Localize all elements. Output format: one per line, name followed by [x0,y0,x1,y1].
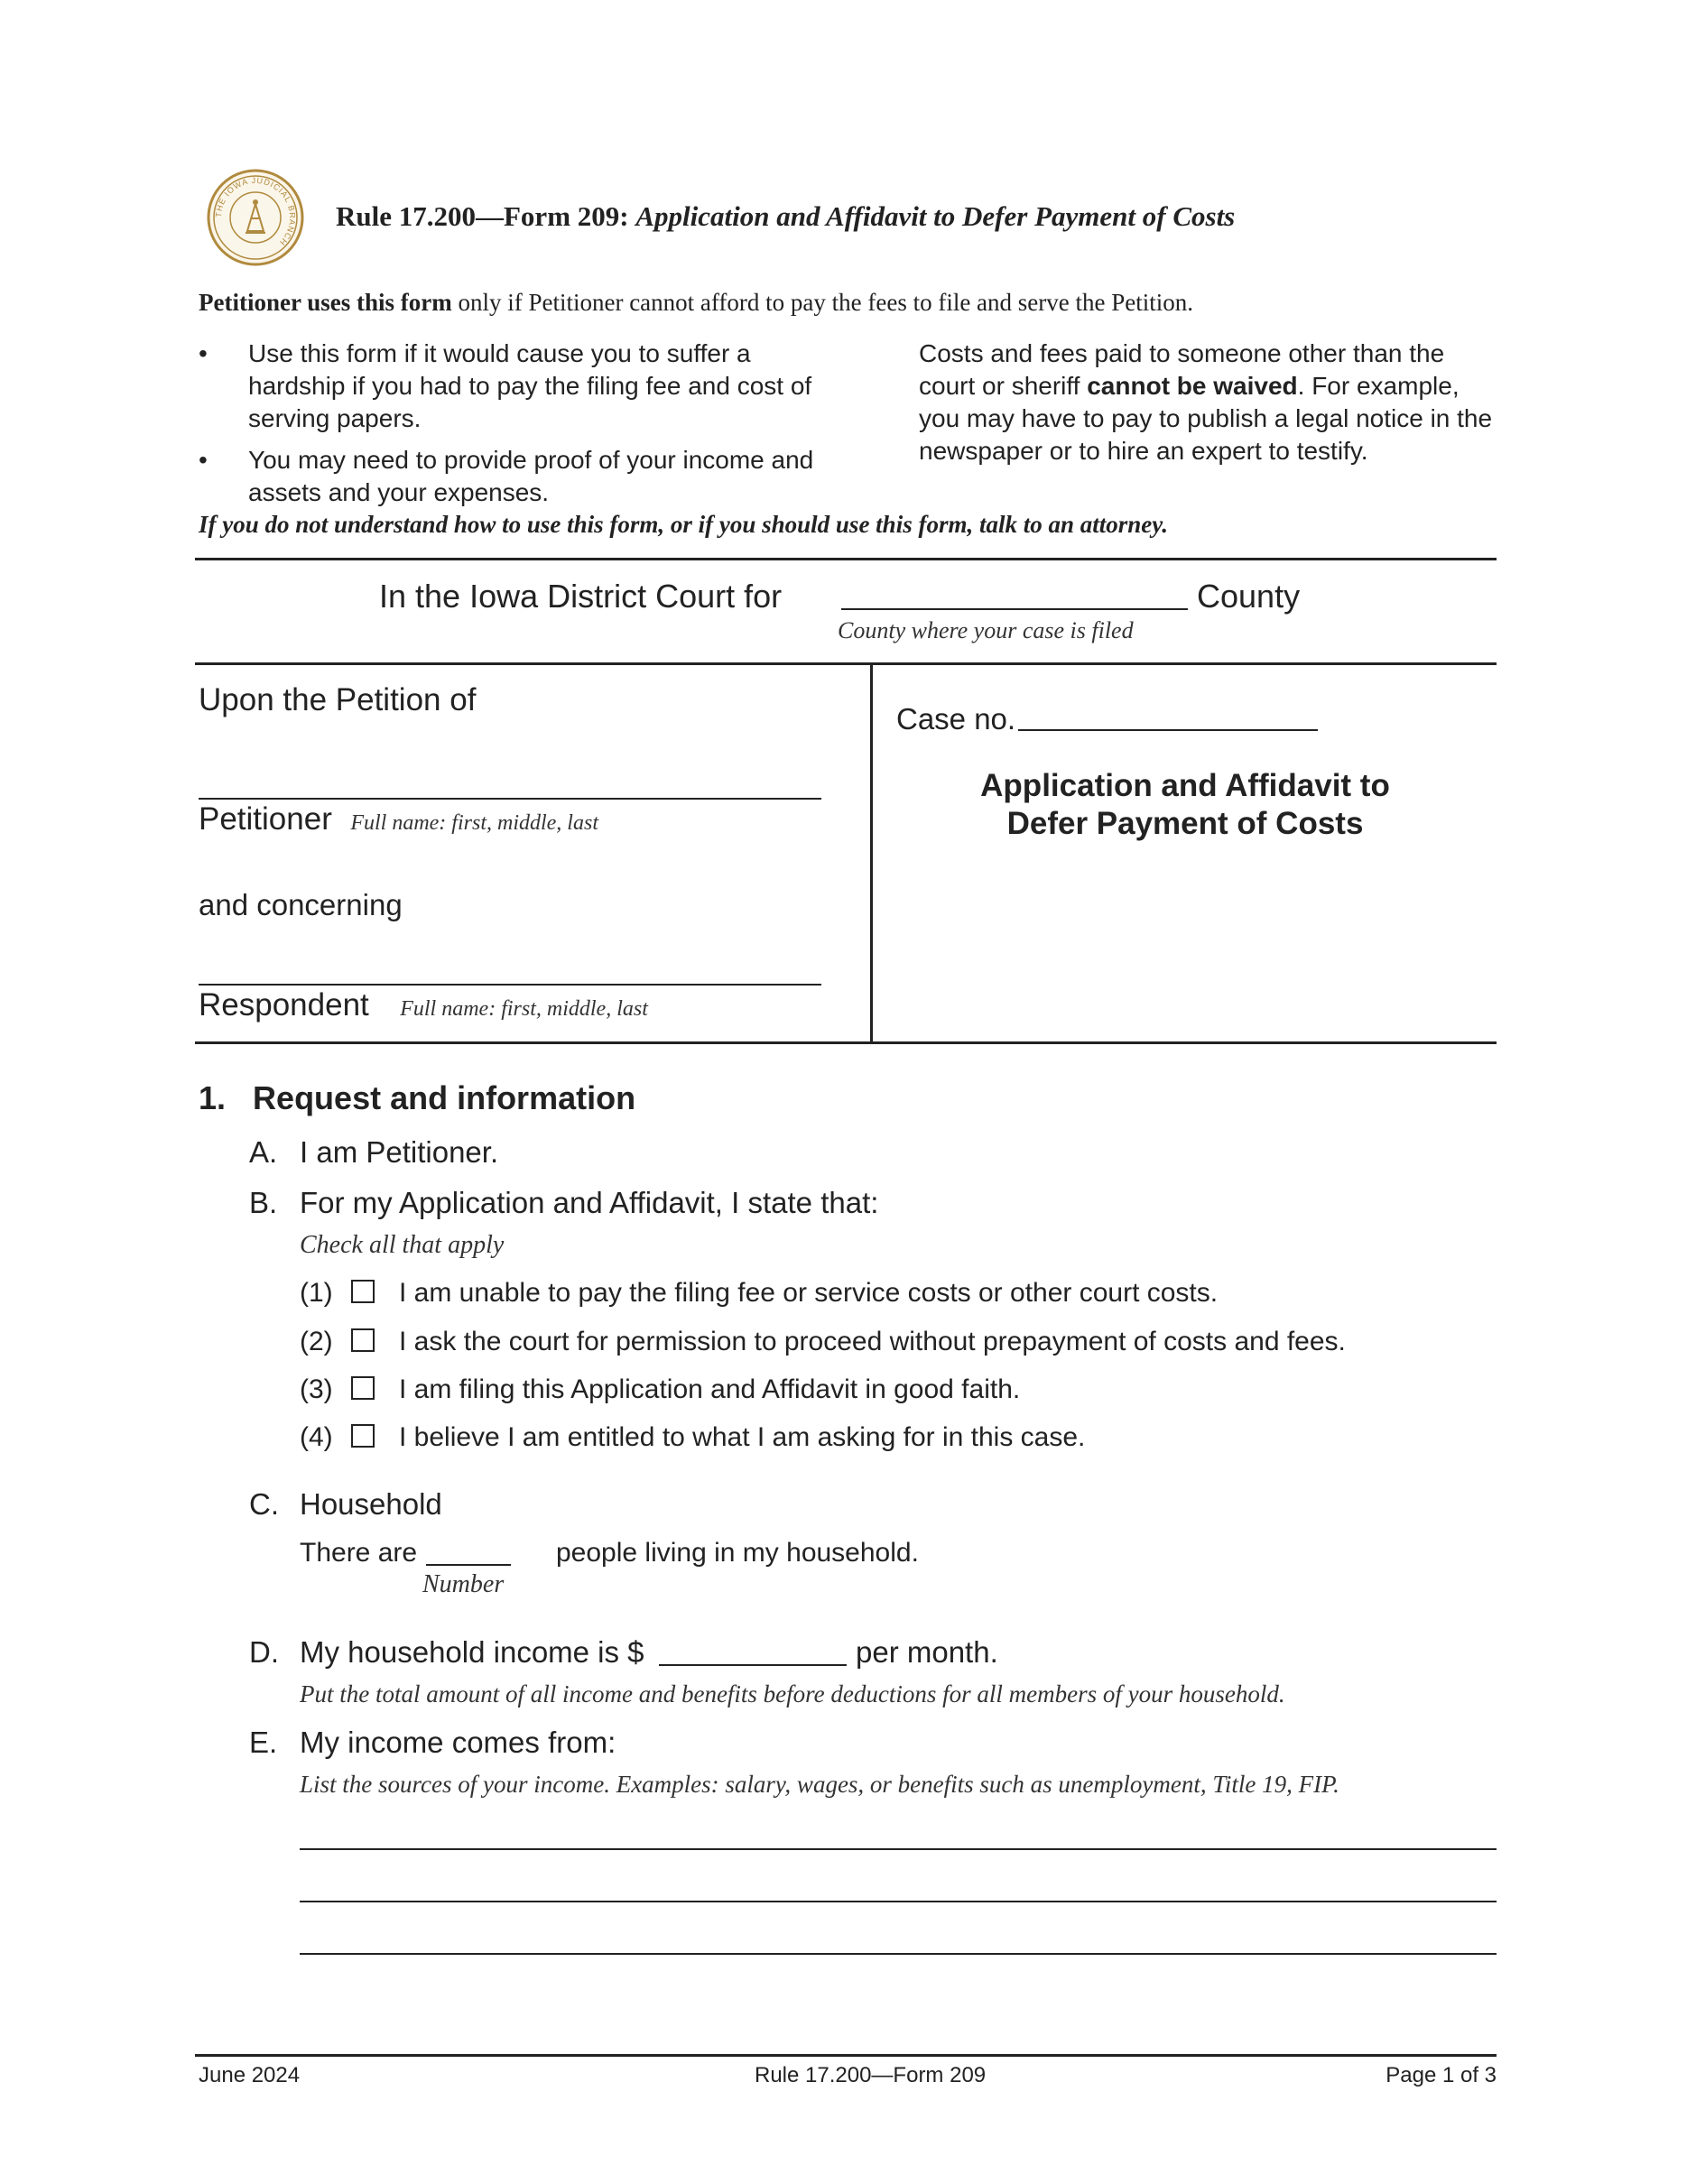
item-c-heading: Household [300,1487,442,1521]
checkbox-proceed-without-prepayment[interactable] [351,1328,375,1352]
checklist-num: (1) [300,1278,333,1308]
intro-bullet-2: You may need to provide proof of your income and assets and your expenses. [248,446,814,506]
checklist-num: (3) [300,1374,333,1404]
petitioner-label: Petitioner [199,801,332,837]
intro-lead-bold: Petitioner uses this form [199,289,452,316]
intro-bullet-1: Use this form if it would cause you to suffer a hardship if you had to pay the filing fee and cost of serving papers. [248,339,812,432]
checklist-text: I ask the court for permission to proceed without prepayment of costs and fees. [399,1327,1346,1356]
upon-petition-label: Upon the Petition of [199,682,477,717]
caption-vertical-divider [870,662,873,1041]
court-prefix: In the Iowa District Court for [379,578,783,615]
checklist-num: (2) [300,1327,333,1356]
rule-number: Rule 17.200—Form 209: [336,200,629,232]
household-post: people living in my household. [556,1538,919,1568]
item-e-letter: E. [249,1726,278,1759]
form-title: Application and Affidavit to Defer Payment of Costs [635,200,1236,232]
county-hint: County where your case is filed [838,617,1134,643]
document-title-line2: Defer Payment of Costs [1006,806,1364,841]
and-concerning-label: and concerning [199,888,403,921]
household-hint: Number [422,1570,505,1598]
svg-text:THE IOWA JUDICIAL BRANCH: THE IOWA JUDICIAL BRANCH [213,175,298,248]
checkbox-good-faith[interactable] [351,1376,375,1400]
caption-middle-rule [195,662,1497,665]
intro-right-note: Costs and fees paid to someone other than the court or sheriff cannot be waived. For example, you may have to pay to publish a legal notice in the newspaper or to hire an expert to testify. [919,339,1493,465]
item-b-letter: B. [249,1186,278,1219]
checklist-text: I am filing this Application and Affidavit in good faith. [399,1374,1021,1404]
checkbox-unable-to-pay[interactable] [351,1280,375,1303]
case-number-field[interactable] [1018,729,1318,731]
bullet-icon: • [199,339,208,367]
checkbox-entitled[interactable] [351,1424,375,1448]
respondent-name-field[interactable] [199,984,821,986]
item-a-text: I am Petitioner. [300,1135,499,1169]
attorney-warning: If you do not understand how to use this form, or if you should use this form, talk to an attorney. [199,511,1168,538]
respondent-name-hint: Full name: first, middle, last [400,997,648,1021]
household-pre: There are [300,1538,418,1568]
footer-date: June 2024 [199,2063,301,2087]
intro-lead-rest: only if Petitioner cannot afford to pay the fees to file and serve the Petition. [458,289,1193,316]
petitioner-name-hint: Full name: first, middle, last [350,811,598,835]
caption-bottom-rule [195,1041,1497,1044]
household-count-field[interactable] [426,1564,511,1566]
iowa-judicial-branch-seal [206,168,305,267]
footer-page-number: Page 1 of 3 [1386,2063,1497,2087]
petitioner-name-field[interactable] [199,798,821,800]
item-a-letter: A. [249,1135,278,1169]
court-suffix: County [1197,578,1301,615]
document-title-line1: Application and Affidavit to [980,768,1390,803]
income-post: per month. [856,1635,998,1669]
section-number: 1. [199,1079,227,1116]
respondent-label: Respondent [199,987,369,1023]
income-source-line-1[interactable] [300,1848,1497,1850]
item-c-letter: C. [249,1487,279,1521]
bullet-icon: • [199,446,208,474]
footer-rule [195,2054,1497,2057]
income-pre: My household income is $ [300,1635,644,1669]
checklist-num: (4) [300,1422,333,1452]
item-b-hint: Check all that apply [300,1231,505,1259]
item-b-text: For my Application and Affidavit, I state that: [300,1186,879,1219]
income-source-line-2[interactable] [300,1901,1497,1902]
case-number-label: Case no. [896,702,1016,736]
income-source-line-3[interactable] [300,1953,1497,1955]
caption-top-rule [195,558,1497,560]
income-amount-field[interactable] [659,1664,847,1666]
item-d-letter: D. [249,1635,279,1669]
checklist-text: I believe I am entitled to what I am asking for in this case. [399,1422,1086,1452]
section-heading: Request and information [253,1079,636,1116]
income-sources-hint: List the sources of your income. Examples: salary, wages, or benefits such as unemployment, Title 19, FIP. [300,1771,1339,1798]
county-field[interactable] [841,608,1188,610]
income-hint: Put the total amount of all income and benefits before deductions for all members of your household. [300,1680,1285,1707]
checklist-text: I am unable to pay the filing fee or service costs or other court costs. [399,1278,1219,1308]
income-sources-label: My income comes from: [300,1726,616,1759]
footer-form-id: Rule 17.200—Form 209 [755,2063,987,2087]
